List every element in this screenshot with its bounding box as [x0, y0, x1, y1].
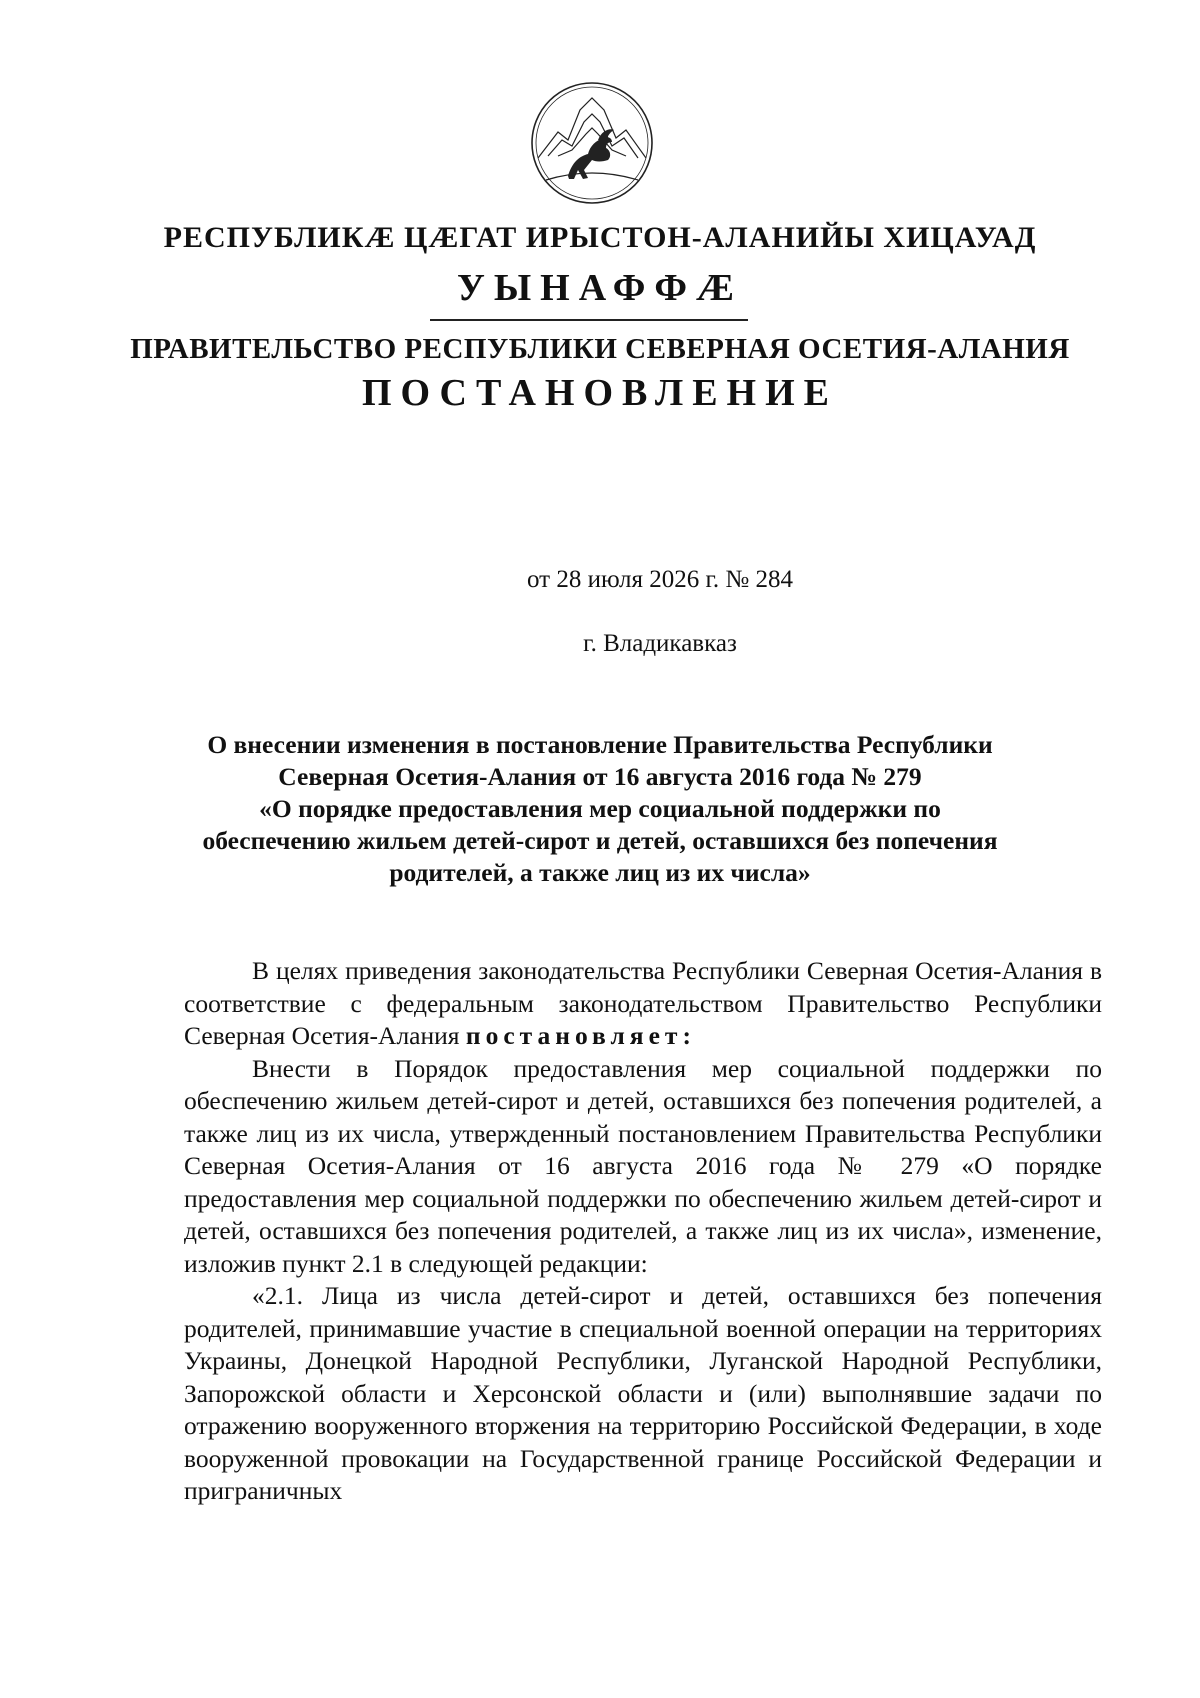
title-line: Северная Осетия-Алания от 16 августа 2016 года № 279	[278, 762, 922, 791]
document-city: г. Владикавказ	[583, 630, 737, 657]
coat-of-arms-icon	[528, 80, 656, 206]
resolution-heading-ossetian: УЫНАФФӔ	[456, 267, 744, 309]
header-divider	[430, 319, 748, 321]
amendment-paragraph: Внести в Порядок предоставления мер социальной поддержки по обеспечению жильем детей-сирот и детей, оставшихся без попечения родителей, а также лиц из их числа, утвержденный постановлением Правительства Республики Северная Осетия-Алания от 16 августа 2016 года № 279 «О порядке предоставления мер социальной поддержки по обеспечению жильем детей-сирот и детей, оставшихся без попечения родителей, а также лиц из их числа», изменение, изложив пункт 2.1 в следующей редакции:	[184, 1053, 1102, 1278]
government-name-ossetian: РЕСПУБЛИКӔ ЦӔГАТ ИРЫСТОН-АЛАНИЙЫ ХИЦАУАД	[163, 221, 1037, 254]
resolution-heading-russian: ПОСТАНОВЛЕНИЕ	[361, 372, 839, 414]
document-date-number: от 28 июля 2026 г. № 284	[526, 566, 794, 593]
government-name-russian: ПРАВИТЕЛЬСТВО РЕСПУБЛИКИ СЕВЕРНАЯ ОСЕТИЯ-АЛАНИЯ	[130, 333, 1070, 365]
preamble-text: В целях приведения законодательства Республики Северная Осетия-Алания в соответствие с федеральным законодательством Правительство Республики Северная Осетия-Алания	[184, 956, 1102, 1050]
decree-colon: :	[682, 1021, 696, 1050]
title-line: обеспечению жильем детей-сирот и детей, оставшихся без попечения	[202, 826, 998, 855]
title-line: родителей, а также лиц из их числа»	[389, 858, 811, 887]
title-line: «О порядке предоставления мер социальной поддержки по	[259, 794, 941, 823]
document-body	[184, 955, 1102, 1508]
preamble-paragraph	[184, 955, 1102, 1053]
title-line: О внесении изменения в постановление Правительства Республики	[207, 730, 993, 759]
new-clause-paragraph: «2.1. Лица из числа детей-сирот и детей, оставшихся без попечения родителей, принимавшие участие в специальной военной операции на территориях Украины, Донецкой Народной Республики, Луганской Народной Республики, Запорожской области и Херсонской области и (или) выполнявшие задачи по отражению вооруженного вторжения на территорию Российской Федерации, в ходе вооруженной провокации на Государственной границе Российской Федерации и приграничных	[184, 1281, 1102, 1505]
decree-word: постановляет	[465, 1021, 683, 1050]
document-title	[160, 729, 1040, 889]
